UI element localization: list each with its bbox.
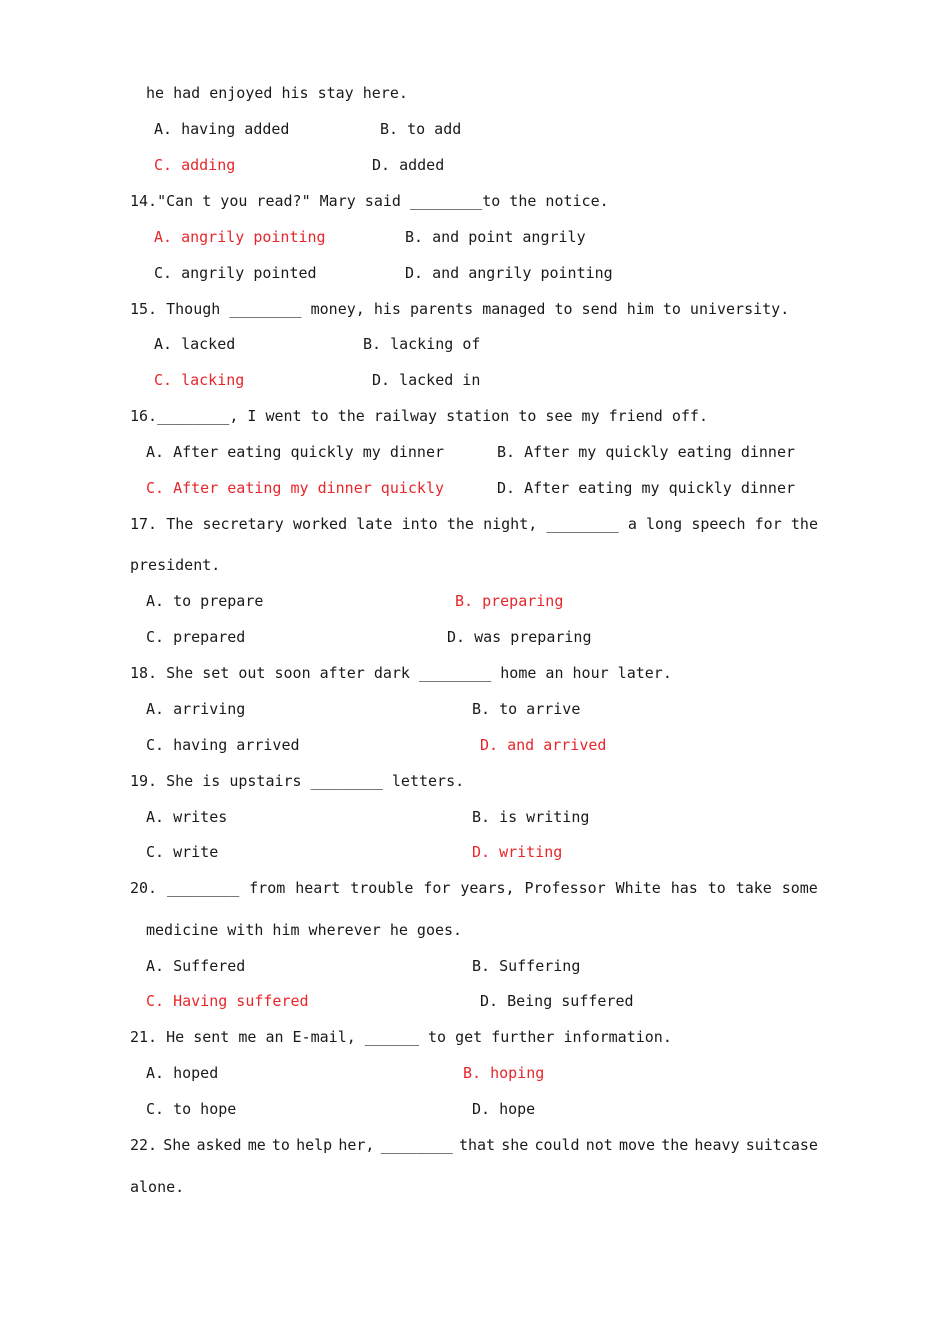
word: trouble xyxy=(350,879,414,897)
word: The xyxy=(166,515,194,533)
option-15-d: D. lacked in xyxy=(372,371,481,389)
word: the xyxy=(446,515,474,533)
word: ________ xyxy=(546,515,619,533)
word: ________ xyxy=(167,879,240,897)
word: suitcase xyxy=(745,1136,818,1154)
word: for xyxy=(754,515,782,533)
question-19: 19. She is upstairs ________ letters. xyxy=(130,772,465,790)
question-20 xyxy=(130,878,818,898)
question-17 xyxy=(130,514,818,534)
word: me xyxy=(247,1136,266,1154)
question-20-continuation: medicine with him wherever he goes. xyxy=(146,921,463,939)
word: to xyxy=(707,879,726,897)
option-13-a: A. having added xyxy=(154,120,290,138)
option-17-a: A. to prepare xyxy=(146,592,264,610)
option-19-d-answer: D. writing xyxy=(472,843,563,861)
word: secretary xyxy=(202,515,284,533)
word: late xyxy=(356,515,393,533)
option-21-b-answer: B. hoping xyxy=(463,1064,545,1082)
option-14-d: D. and angrily pointing xyxy=(405,264,613,282)
word: She xyxy=(163,1136,191,1154)
word: ________ xyxy=(380,1136,453,1154)
option-13-d: D. added xyxy=(372,156,445,174)
word: heart xyxy=(295,879,341,897)
option-20-c-answer: C. Having suffered xyxy=(146,992,309,1010)
word: not xyxy=(585,1136,613,1154)
option-15-b: B. lacking of xyxy=(363,335,481,353)
option-19-a: A. writes xyxy=(146,808,228,826)
word: could xyxy=(534,1136,580,1154)
option-16-a: A. After eating quickly my dinner xyxy=(146,443,445,461)
word: a xyxy=(627,515,637,533)
question-16: 16.________, I went to the railway station to see my friend off. xyxy=(130,407,708,425)
question-17-continuation: president. xyxy=(130,556,221,574)
word: take xyxy=(735,879,772,897)
word: Professor xyxy=(524,879,606,897)
option-16-b: B. After my quickly eating dinner xyxy=(497,443,796,461)
option-19-c: C. write xyxy=(146,843,219,861)
option-15-a: A. lacked xyxy=(154,335,236,353)
word: the xyxy=(790,515,818,533)
option-14-c: C. angrily pointed xyxy=(154,264,317,282)
option-21-d: D. hope xyxy=(472,1100,536,1118)
option-17-b-answer: B. preparing xyxy=(455,592,564,610)
word: move xyxy=(618,1136,656,1154)
word: the xyxy=(661,1136,689,1154)
word: night, xyxy=(483,515,538,533)
option-13-c-answer: C. adding xyxy=(154,156,236,174)
option-19-b: B. is writing xyxy=(472,808,590,826)
word: speech xyxy=(691,515,746,533)
option-20-b: B. Suffering xyxy=(472,957,581,975)
option-18-a: A. arriving xyxy=(146,700,246,718)
option-17-c: C. prepared xyxy=(146,628,246,646)
word: some xyxy=(781,879,818,897)
option-21-a: A. hoped xyxy=(146,1064,219,1082)
question-22 xyxy=(130,1135,818,1155)
question-15: 15. Though ________ money, his parents managed to send him to university. xyxy=(130,300,790,318)
option-21-c: C. to hope xyxy=(146,1100,237,1118)
option-18-b: B. to arrive xyxy=(472,700,581,718)
word: 20. xyxy=(130,879,158,897)
option-20-a: A. Suffered xyxy=(146,957,246,975)
option-17-d: D. was preparing xyxy=(447,628,592,646)
option-16-c-answer: C. After eating my dinner quickly xyxy=(146,479,445,497)
option-18-d-answer: D. and arrived xyxy=(480,736,607,754)
option-20-d: D. Being suffered xyxy=(480,992,634,1010)
word: 17. xyxy=(130,515,158,533)
word: from xyxy=(249,879,286,897)
option-15-c-answer: C. lacking xyxy=(154,371,245,389)
question-18: 18. She set out soon after dark ________ home an hour later. xyxy=(130,664,672,682)
option-14-a-answer: A. angrily pointing xyxy=(154,228,326,246)
word: long xyxy=(646,515,683,533)
option-16-d: D. After eating my quickly dinner xyxy=(497,479,796,497)
word: her, xyxy=(338,1136,375,1154)
word: 22. xyxy=(130,1136,158,1154)
word: asked xyxy=(196,1136,242,1154)
question-21: 21. He sent me an E-mail, ______ to get further information. xyxy=(130,1028,672,1046)
word: into xyxy=(401,515,438,533)
word: White xyxy=(615,879,661,897)
option-18-c: C. having arrived xyxy=(146,736,300,754)
word: she xyxy=(501,1136,529,1154)
word: to xyxy=(271,1136,290,1154)
word: years, xyxy=(460,879,515,897)
word: for xyxy=(423,879,451,897)
word: help xyxy=(296,1136,333,1154)
option-14-b: B. and point angrily xyxy=(405,228,586,246)
word: has xyxy=(670,879,698,897)
word: heavy xyxy=(694,1136,740,1154)
word: worked xyxy=(292,515,348,533)
question-22-continuation: alone. xyxy=(130,1178,185,1196)
question-14: 14."Can t you read?" Mary said ________to the notice. xyxy=(130,192,609,210)
line-q13-continuation: he had enjoyed his stay here. xyxy=(146,84,408,102)
word: that xyxy=(458,1136,496,1154)
option-13-b: B. to add xyxy=(380,120,462,138)
